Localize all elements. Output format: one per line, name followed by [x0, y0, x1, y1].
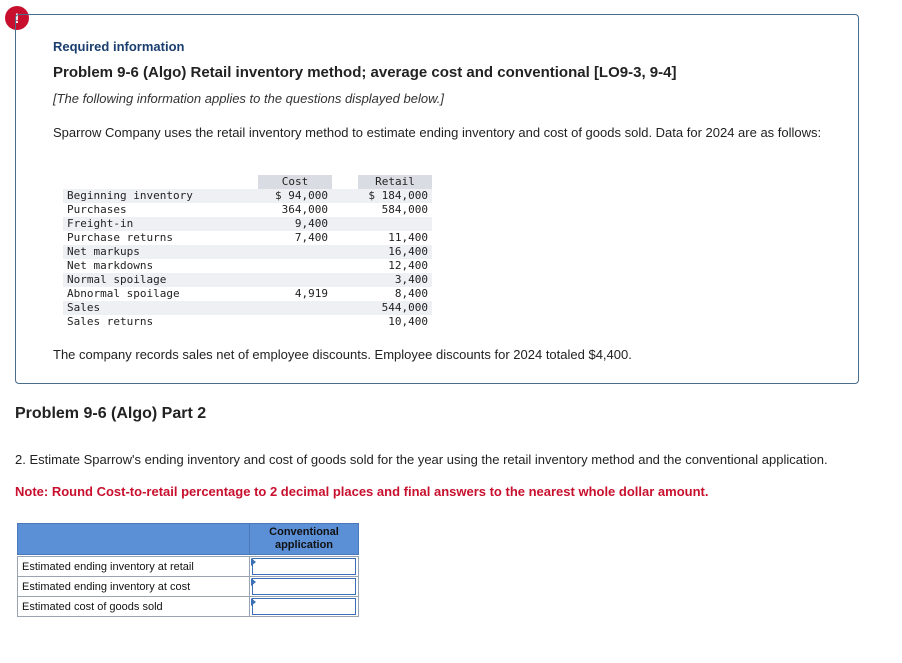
- table-row: [63, 245, 432, 259]
- row-cost: 364,000: [281, 203, 328, 216]
- row-cost: 7,400: [294, 231, 328, 244]
- row-retail: 544,000: [358, 301, 432, 315]
- table-row: [63, 231, 432, 245]
- table-row: [63, 189, 432, 203]
- row-cost: $ 94,000: [258, 189, 332, 203]
- input-marker-icon: [251, 558, 256, 566]
- row-cost: 4,919: [294, 287, 328, 300]
- answer-cell: [250, 597, 359, 617]
- table-row: [63, 273, 432, 287]
- table-row: [63, 203, 432, 217]
- label-header-blank: [63, 175, 258, 189]
- row-retail: $ 184,000: [358, 189, 432, 203]
- question-text: 2. Estimate Sparrow's ending inventory and cost of goods sold for the year using the retail inventory method and the conventional application.: [15, 452, 828, 467]
- required-information-label: Required information: [53, 39, 185, 54]
- row-cost: [258, 301, 332, 315]
- row-retail: 584,000: [381, 203, 428, 216]
- ending-inventory-cost-input[interactable]: [252, 578, 356, 595]
- table-row: [63, 301, 432, 315]
- discount-note: The company records sales net of employee discounts. Employee discounts for 2024 totaled $4,400.: [53, 347, 632, 362]
- answer-cell: [250, 577, 359, 597]
- input-marker-icon: [251, 578, 256, 586]
- part-title: Problem 9-6 (Algo) Part 2: [15, 405, 207, 422]
- row-retail: 11,400: [388, 231, 428, 244]
- row-label: Abnormal spoilage: [67, 287, 180, 300]
- retail-header: Retail: [358, 175, 432, 189]
- input-marker-icon: [251, 598, 256, 606]
- table-row: [63, 287, 432, 301]
- row-retail: 10,400: [388, 315, 428, 328]
- row-cost: 9,400: [258, 217, 332, 231]
- cost-of-goods-sold-input[interactable]: [252, 598, 356, 615]
- row-label: Net markdowns: [67, 259, 154, 272]
- row-retail: 12,400: [388, 259, 428, 272]
- table-row: [63, 217, 432, 231]
- row-label: Normal spoilage: [63, 273, 258, 287]
- row-cost: [258, 273, 332, 287]
- row-label: Freight-in: [63, 217, 258, 231]
- answer-row: [18, 557, 359, 577]
- alert-icon: !: [5, 6, 29, 30]
- row-label: Beginning inventory: [63, 189, 258, 203]
- cost-header: Cost: [258, 175, 332, 189]
- table-row: [63, 315, 432, 329]
- header-separator: [332, 175, 358, 189]
- row-cost: [258, 315, 332, 329]
- answer-header-blank: [18, 524, 250, 555]
- inventory-data-table: [63, 175, 432, 329]
- row-cost: [258, 245, 332, 259]
- row-label: Sales: [63, 301, 258, 315]
- answer-row: [18, 597, 359, 617]
- row-retail: 3,400: [358, 273, 432, 287]
- row-label: Net markups: [63, 245, 258, 259]
- answer-table: [17, 523, 359, 617]
- applies-note: [The following information applies to the questions displayed below.]: [53, 91, 444, 106]
- answer-row-label: Estimated ending inventory at cost: [18, 577, 250, 597]
- answer-row: [18, 577, 359, 597]
- row-retail: 8,400: [394, 287, 428, 300]
- row-retail: [358, 217, 432, 231]
- table-row: [63, 259, 432, 273]
- problem-title: Problem 9-6 (Algo) Retail inventory method; average cost and conventional [LO9-3, 9-4]: [53, 64, 677, 81]
- rounding-note: Note: Round Cost-to-retail percentage to 2 decimal places and final answers to the nearest whole dollar amount.: [15, 484, 709, 499]
- row-label: Purchases: [67, 203, 127, 216]
- answer-row-label: Estimated ending inventory at retail: [18, 557, 250, 577]
- row-label: Sales returns: [67, 315, 154, 328]
- row-cost: [258, 259, 332, 273]
- row-retail: 16,400: [358, 245, 432, 259]
- intro-text: Sparrow Company uses the retail inventory method to estimate ending inventory and cost of goods sold. Data for 2024 are as follows:: [53, 125, 822, 140]
- ending-inventory-retail-input[interactable]: [252, 558, 356, 575]
- answer-cell: [250, 557, 359, 577]
- row-label: Purchase returns: [67, 231, 173, 244]
- conventional-application-header: Conventional application: [250, 524, 359, 555]
- answer-row-label: Estimated cost of goods sold: [18, 597, 250, 617]
